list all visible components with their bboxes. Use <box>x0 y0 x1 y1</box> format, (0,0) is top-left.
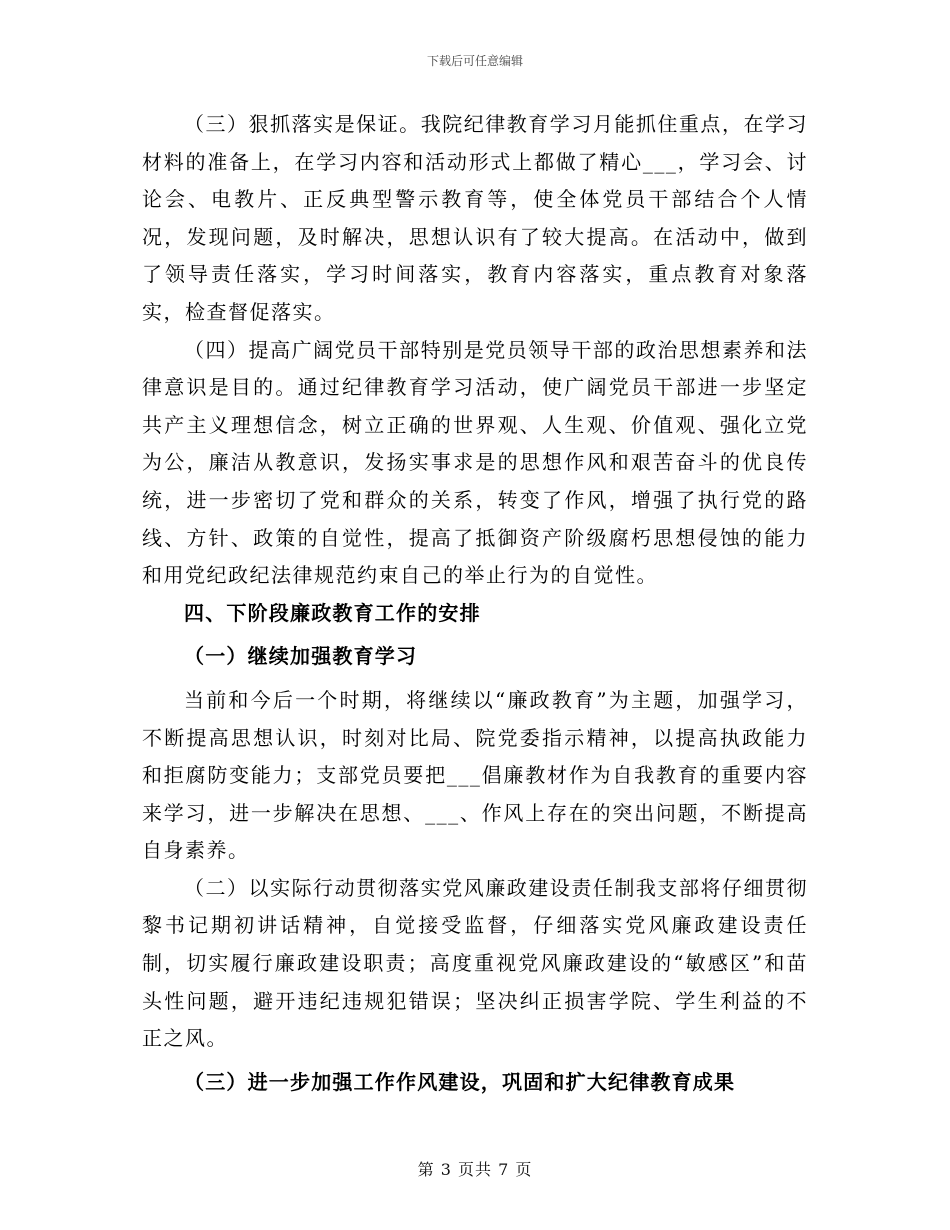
subsection-heading-1: （一）继续加强教育学习 <box>184 644 418 669</box>
paragraph-3: （三）狠抓落实是保证。我院纪律教育学习月能抓住重点，在学习材料的准备上，在学习内容和活动形式上都做了精心___，学习会、讨论会、电教片、正反典型警示教育等，使全体党员干部结合个人情况，发现问题，及时解决，思想认识有了较大提高。在活动中，做到了领导责任落实，学习时间落实，教育内容落实，重点教育对象落实，检查督促落实。 <box>142 112 808 324</box>
page-header: 下载后可任意编辑 <box>426 54 523 68</box>
paragraph-study: 当前和今后一个时期，将继续以“廉政教育”为主题，加强学习，不断提高思想认识，时刻对比局、院党委指示精神，以提高执政能力和拒腐防变能力；支部党员要把___倡廉教材作为自我教育的重要内容来学习，进一步解决在思想、___、作风上存在的突出问题，不断提高自身素养。 <box>142 687 808 863</box>
paragraph-responsibility: （二）以实际行动贯彻落实党风廉政建设责任制我支部将仔细贯彻黎书记期初讲话精神，自觉接受监督，仔细落实党风廉政建设责任制，切实履行廉政建设职责；高度重视党风廉政建设的“敏感区”和苗头性问题，避开违纪违规犯错误；坚决纠正损害学院、学生利益的不正之风。 <box>142 875 808 1051</box>
page-number: 第 3 页共 7 页 <box>417 1160 533 1179</box>
subsection-heading-3: （三）进一步加强工作作风建设，巩固和扩大纪律教育成果 <box>184 1069 736 1094</box>
section-heading: 四、下阶段廉政教育工作的安排 <box>184 600 481 625</box>
document-body <box>142 106 808 1107</box>
paragraph-4: （四）提高广阔党员干部特别是党员领导干部的政治思想素养和法律意识是目的。通过纪律教育学习活动，使广阔党员干部进一步坚定共产主义理想信念，树立正确的世界观、人生观、价值观、强化立党为公，廉洁从教意识，发扬实事求是的思想作风和艰苦奋斗的优良传统，进一步密切了党和群众的关系，转变了作风，增强了执行党的路线、方针、政策的自觉性，提高了抵御资产阶级腐朽思想侵蚀的能力和用党纪政纪法律规范约束自己的举止行为的自觉性。 <box>142 337 808 588</box>
